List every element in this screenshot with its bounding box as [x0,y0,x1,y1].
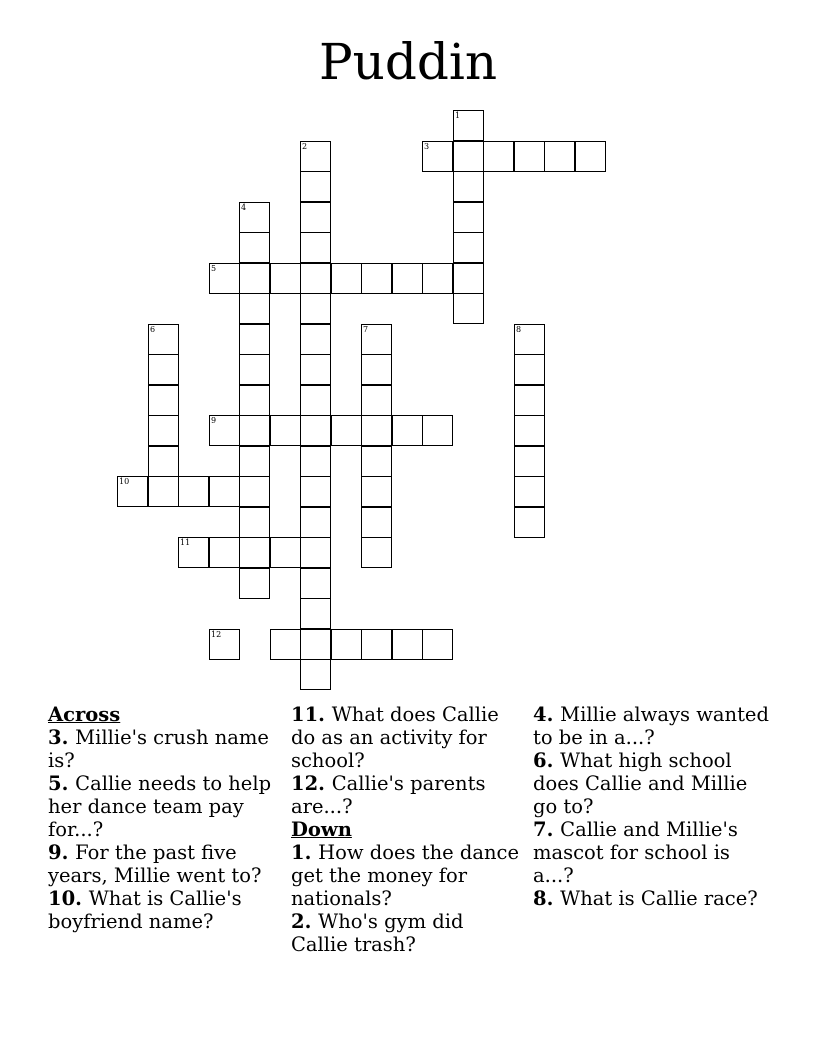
clue-text: Callie and Millie's mascot for school is a...? [533,818,738,887]
clue-number-label: 6 [150,325,156,334]
clue-number: 6. [533,749,561,772]
clue-number: 8. [533,887,561,910]
grid-cell[interactable] [300,415,331,446]
grid-cell[interactable] [148,446,179,477]
grid-cell[interactable] [300,476,331,507]
clues-column-3 [533,703,773,910]
grid-cell[interactable] [453,263,484,294]
clue-text: What is Callie's boyfriend name? [48,887,242,933]
grid-cell[interactable] [361,415,392,446]
grid-cell[interactable] [300,232,331,263]
grid-cell[interactable] [300,446,331,477]
grid-cell[interactable] [209,537,240,568]
grid-cell[interactable] [270,263,301,294]
grid-cell[interactable] [148,415,179,446]
clue-item [48,726,278,772]
grid-cell[interactable] [331,415,362,446]
grid-cell[interactable] [453,171,484,202]
clue-item [48,841,278,887]
across-heading: Across [48,703,121,726]
grid-cell[interactable] [300,202,331,233]
grid-cell[interactable] [514,507,545,538]
across-clue-list-continued [291,703,521,818]
grid-cell[interactable] [300,568,331,599]
grid-cell[interactable] [239,537,270,568]
clue-number-label: 8 [516,325,522,334]
clue-number-label: 2 [302,142,308,151]
grid-cell[interactable] [514,324,545,355]
clue-number: 3. [48,726,76,749]
grid-cell[interactable] [453,293,484,324]
clue-number: 1. [291,841,319,864]
clue-number-label: 1 [455,111,461,120]
grid-cell[interactable] [361,263,392,294]
grid-cell[interactable] [148,385,179,416]
grid-cell[interactable] [300,507,331,538]
grid-cell[interactable] [514,354,545,385]
grid-cell[interactable] [178,537,209,568]
grid-cell[interactable] [300,263,331,294]
grid-cell[interactable] [117,476,148,507]
clue-item [291,841,521,910]
grid-cell[interactable] [300,629,331,660]
clue-number: 2. [291,910,319,933]
grid-cell[interactable] [422,263,453,294]
grid-cell[interactable] [178,476,209,507]
clue-item [533,818,773,887]
grid-cell[interactable] [514,385,545,416]
grid-cell[interactable] [514,141,545,172]
grid-cell[interactable] [239,568,270,599]
clue-item [291,910,521,956]
clue-text: What does Callie do as an activity for school? [291,703,499,772]
grid-cell[interactable] [483,141,514,172]
grid-cell[interactable] [300,293,331,324]
grid-cell[interactable] [300,354,331,385]
clue-number: 9. [48,841,76,864]
grid-cell[interactable] [392,415,423,446]
clue-number-label: 3 [424,142,430,151]
grid-cell[interactable] [209,629,240,660]
grid-cell[interactable] [422,415,453,446]
clue-item [533,749,773,818]
down-clue-list [291,841,521,956]
grid-cell[interactable] [514,415,545,446]
grid-cell[interactable] [300,324,331,355]
grid-cell[interactable] [300,537,331,568]
clue-item [48,887,278,933]
clue-number-label: 5 [211,264,217,273]
clue-text: Callie needs to help her dance team pay for...? [48,772,272,841]
clue-number-label: 4 [241,203,247,212]
grid-cell[interactable] [361,324,392,355]
clue-item [48,772,278,841]
grid-cell[interactable] [148,324,179,355]
clue-number-label: 7 [363,325,369,334]
across-clue-list [48,726,278,933]
grid-cell[interactable] [331,263,362,294]
clue-number: 4. [533,703,561,726]
clue-text: How does the dance get the money for nationals? [291,841,520,910]
grid-cell[interactable] [453,141,484,172]
grid-cell[interactable] [209,476,240,507]
grid-cell[interactable] [361,629,392,660]
grid-cell[interactable] [239,446,270,477]
clue-text: For the past five years, Millie went to? [48,841,262,887]
grid-cell[interactable] [270,537,301,568]
grid-cell[interactable] [239,415,270,446]
down-clue-list-continued [533,703,773,910]
grid-cell[interactable] [392,629,423,660]
grid-cell[interactable] [239,263,270,294]
clue-number: 5. [48,772,76,795]
grid-cell[interactable] [300,141,331,172]
grid-cell[interactable] [453,232,484,263]
clue-text: Millie's crush name is? [48,726,269,772]
grid-cell[interactable] [544,141,575,172]
clue-text: Who's gym did Callie trash? [291,910,464,956]
grid-cell[interactable] [361,537,392,568]
grid-cell[interactable] [453,110,484,141]
grid-cell[interactable] [239,293,270,324]
grid-cell[interactable] [270,415,301,446]
grid-cell[interactable] [209,263,240,294]
grid-cell[interactable] [148,476,179,507]
down-heading: Down [291,818,352,841]
grid-cell[interactable] [270,629,301,660]
grid-cell[interactable] [361,446,392,477]
clue-text: What high school does Callie and Millie go to? [533,749,748,818]
clue-item [291,772,521,818]
grid-cell[interactable] [514,476,545,507]
clue-number-label: 12 [211,630,222,639]
clue-text: Callie's parents are...? [291,772,486,818]
grid-cell[interactable] [575,141,606,172]
grid-cell[interactable] [422,629,453,660]
grid-cell[interactable] [239,324,270,355]
clue-number-label: 11 [180,538,191,547]
grid-cell[interactable] [300,598,331,629]
grid-cell[interactable] [209,415,240,446]
clues-column-1 [48,703,278,933]
clue-text: Millie always wanted to be in a...? [533,703,769,749]
clue-item [533,887,773,910]
grid-cell[interactable] [331,629,362,660]
grid-cell[interactable] [239,354,270,385]
grid-cell[interactable] [300,659,331,690]
grid-cell[interactable] [514,446,545,477]
grid-cell[interactable] [300,385,331,416]
clues-column-2 [291,703,521,956]
clue-number: 10. [48,887,89,910]
grid-cell[interactable] [300,171,331,202]
grid-cell[interactable] [422,141,453,172]
grid-cell[interactable] [361,354,392,385]
grid-cell[interactable] [148,354,179,385]
grid-cell[interactable] [361,476,392,507]
clue-item [291,703,521,772]
clue-item [533,703,773,749]
grid-cell[interactable] [392,263,423,294]
clue-number: 7. [533,818,561,841]
grid-cell[interactable] [361,507,392,538]
grid-cell[interactable] [239,476,270,507]
clue-number: 12. [291,772,332,795]
grid-cell[interactable] [239,385,270,416]
grid-cell[interactable] [239,507,270,538]
clue-number: 11. [291,703,332,726]
clue-number-label: 10 [119,477,130,486]
grid-cell[interactable] [361,385,392,416]
grid-cell[interactable] [239,202,270,233]
grid-cell[interactable] [453,202,484,233]
clue-text: What is Callie race? [560,887,758,910]
grid-cell[interactable] [239,232,270,263]
page-title: Puddin [318,33,498,91]
clue-number-label: 9 [211,416,217,425]
